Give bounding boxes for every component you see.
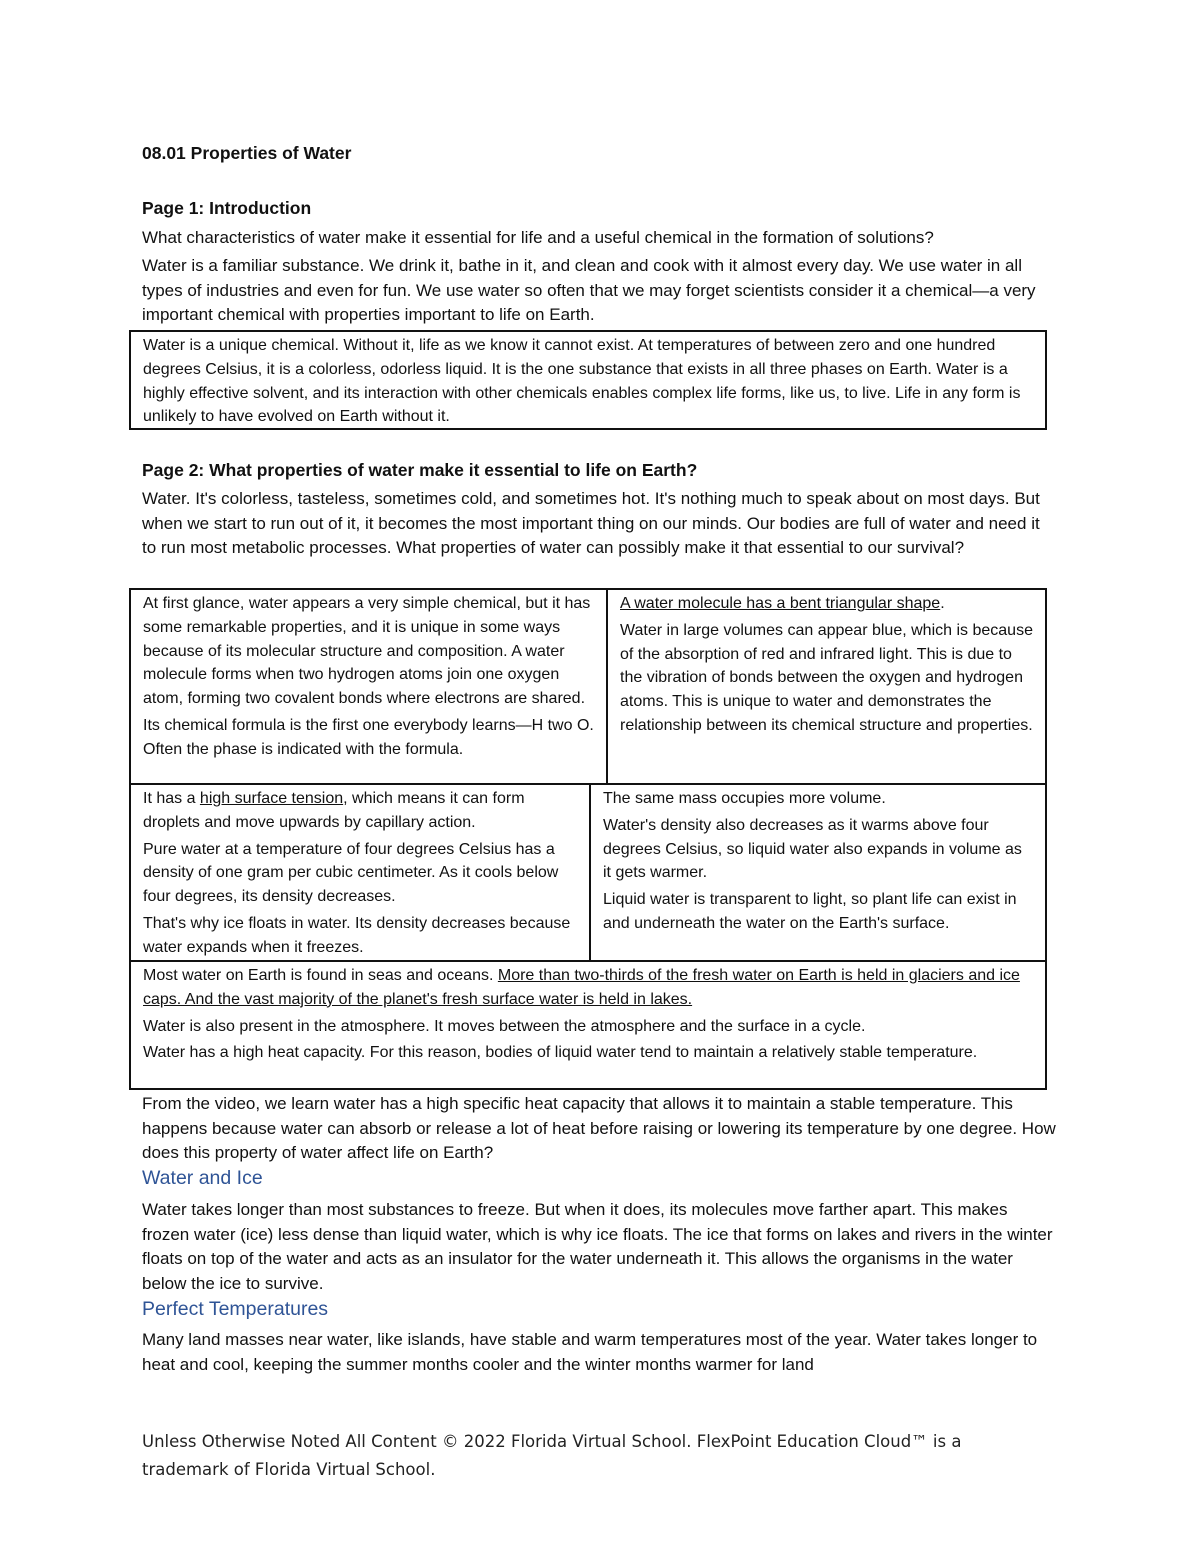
page2-heading: Page 2: What properties of water make it essential to life on Earth? — [142, 460, 698, 480]
copyright-footer: Unless Otherwise Noted All Content © 2022 Florida Virtual School. FlexPoint Education Cloud™ is a trademark of Florida Virtual School. — [142, 1432, 962, 1479]
surface-tension-underlined: high surface tension — [199, 790, 344, 807]
row3-text-3: Water has a high heat capacity. For this reason, bodies of liquid water tend to maintain a relatively stable temperature. — [143, 1044, 978, 1062]
row2-right-text-2: Water's density also decreases as it warms above four degrees Celsius, so liquid water also expands in volume as it gets warmer. — [603, 816, 1022, 882]
row2-left-text-2: Pure water at a temperature of four degrees Celsius has a density of one gram per cubic centimeter. As it cools below four degrees, its density decreases. — [143, 840, 559, 906]
row1-right-text-2: Water in large volumes can appear blue, which is because of the absorption of red and infrared light. This is due to the vibration of bonds between the oxygen and hydrogen atoms. This is unique to water and demonstrates the relationship between its chemical structure and properties. — [620, 621, 1033, 734]
page1-intro: Water is a familiar substance. We drink it, bathe in it, and clean and cook with it almost every day. We use water in all types of industries and even for fun. We use water so often that we may forget scientists consider it a chemical—a very important chemical with properties important to life on Earth. — [142, 256, 1036, 325]
perfect-temperatures-text: Many land masses near water, like islands, have stable and warm temperatures most of the year. Water takes longer to heat and cool, keeping the summer months cooler and the winter months warmer for land — [142, 1330, 1038, 1374]
bent-shape-underlined: A water molecule has a bent triangular shape — [620, 595, 941, 612]
page2-after-text: From the video, we learn water has a high specific heat capacity that allows it to maintain a stable temperature. This happens because water can absorb or release a lot of heat before raising or lowering its temperature by one degree. How does this property of water affect life on Earth? — [142, 1094, 1056, 1163]
row1-left-cell — [131, 590, 608, 783]
page1-callout-box — [129, 330, 1047, 430]
water-ice-heading: Water and Ice — [142, 1167, 263, 1189]
perfect-temperatures-heading: Perfect Temperatures — [142, 1298, 329, 1320]
fresh-water-underlined: More than two-thirds of the fresh water on Earth is held in glaciers and ice caps. And the vast majority of the planet's fresh surface water is held in lakes. — [143, 967, 1020, 1008]
row2-right-text-1: The same mass occupies more volume. — [603, 790, 886, 807]
row1-left-text-1: At first glance, water appears a very simple chemical, but it has some remarkable properties, and it is unique in some ways because of its molecular structure and composition. A water molecule forms when two hydrogen atoms join one oxygen atom, forming two covalent bonds where electrons are shared. — [143, 595, 591, 708]
row1-left-text-2: Its chemical formula is the first one everybody learns—H two O. Often the phase is indicated with the formula. — [143, 716, 594, 758]
page1-callout-text: Water is a unique chemical. Without it, life as we know it cannot exist. At temperatures of between zero and one hundred degrees Celsius, it is a colorless, odorless liquid. It is the one substance that exists in all three phases on Earth. Water is a highly effective solvent, and its interaction with other chemicals enables complex life forms, like us, to live. Life in any form is unlikely to have evolved on Earth without it. — [143, 337, 1021, 426]
info-grid-row-1 — [129, 588, 1047, 785]
row2-left-cell — [131, 785, 591, 960]
row2-right-text-3: Liquid water is transparent to light, so plant life can exist in and underneath the water on the Earth's surface. — [603, 891, 1017, 932]
water-ice-text: Water takes longer than most substances to freeze. But when it does, its molecules move farther apart. This makes frozen water (ice) less dense than liquid water, which is why ice floats. The ice that forms on lakes and rivers in the winter floats on top of the water and acts as an insulator for the water underneath it. This allows the organisms in the water below the ice to survive. — [142, 1200, 1053, 1293]
row1-right-cell — [608, 590, 1045, 783]
page2-intro: Water. It's colorless, tasteless, sometimes cold, and sometimes hot. It's nothing much to speak about on most days. But when we start to run out of it, it becomes the most important thing on our minds. Our bodies are full of water and need it to run most metabolic processes. What properties of water can possibly make it that essential to our survival? — [142, 489, 1040, 558]
page1-heading: Page 1: Introduction — [142, 198, 312, 218]
row2-right-cell — [591, 785, 1045, 960]
info-grid-row-3 — [129, 960, 1047, 1090]
row2-left-text-1: It has a high surface tension, which means it can form droplets and move upwards by capillary action. — [143, 790, 525, 831]
page1-question: What characteristics of water make it essential for life and a useful chemical in the formation of solutions? — [142, 228, 934, 247]
row1-right-text-1: A water molecule has a bent triangular shape. — [620, 595, 945, 612]
row2-left-text-3: That's why ice floats in water. Its density decreases because water expands when it freezes. — [143, 914, 571, 956]
info-grid-row-2 — [129, 783, 1047, 962]
document-title: 08.01 Properties of Water — [142, 143, 352, 163]
row3-cell — [131, 962, 1045, 1067]
row3-text-1: Most water on Earth is found in seas and oceans. More than two-thirds of the fresh water on Earth is held in glaciers and ice caps. And the vast majority of the planet's fresh surface water is held in lakes. — [143, 967, 1020, 1008]
row3-text-2: Water is also present in the atmosphere. It moves between the atmosphere and the surface in a cycle. — [143, 1017, 866, 1035]
